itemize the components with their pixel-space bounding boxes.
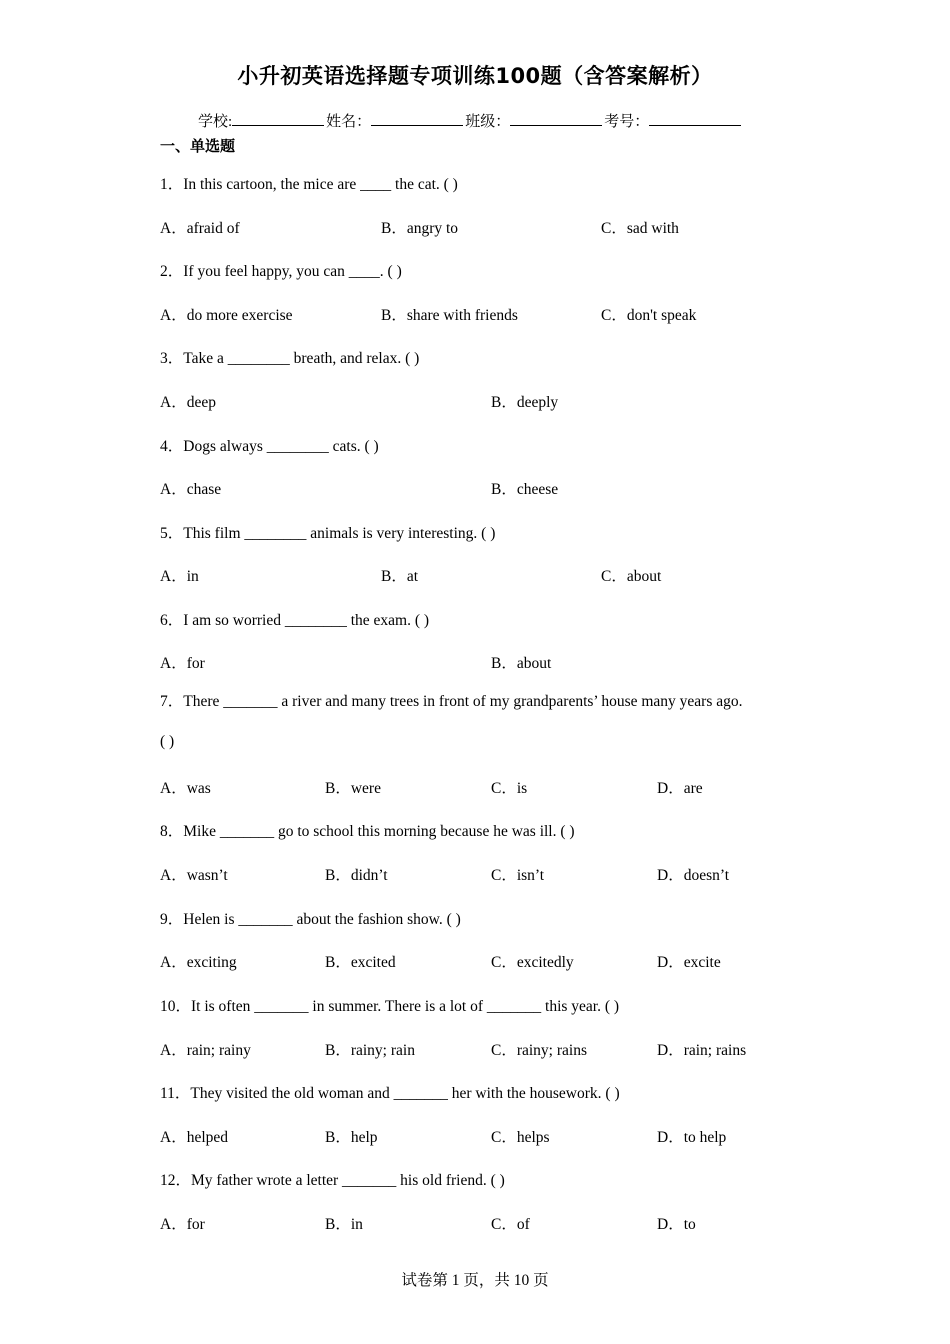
class-label: 班级： (465, 114, 511, 130)
option-2a: A．do more exercise (160, 307, 293, 324)
option-10b: B．rainy; rain (325, 1042, 415, 1059)
option-12d: D．to (657, 1216, 696, 1233)
option-7b: B．were (325, 780, 381, 797)
number-blank (649, 111, 741, 126)
option-11d: D．to help (657, 1129, 727, 1146)
question-8: 8．Mike _______ go to school this morning because he was ill. ( ) (160, 823, 575, 840)
option-8c: C．isn’t (491, 867, 545, 884)
option-1b: B．angry to (381, 220, 459, 237)
option-7a: A．was (160, 780, 211, 797)
option-11b: B．help (325, 1129, 378, 1146)
option-5a: A．in (160, 568, 199, 585)
option-5c: C．about (601, 568, 662, 585)
school-blank (232, 111, 324, 126)
class-blank (510, 111, 602, 126)
option-4a: A．chase (160, 481, 222, 498)
question-5: 5．This film ________ animals is very interesting. ( ) (160, 525, 496, 542)
question-6: 6．I am so worried ________ the exam. ( ) (160, 612, 430, 629)
option-12c: C．of (491, 1216, 530, 1233)
option-6a: A．for (160, 655, 205, 672)
option-10c: C．rainy; rains (491, 1042, 587, 1059)
option-9a: A．exciting (160, 954, 237, 971)
option-9d: D．excite (657, 954, 721, 971)
option-11a: A．helped (160, 1129, 229, 1146)
option-5b: B．at (381, 568, 419, 585)
question-1: 1．In this cartoon, the mice are ____ the cat. ( ) (160, 176, 458, 193)
option-10a: A．rain; rainy (160, 1042, 251, 1059)
question-4: 4．Dogs always ________ cats. ( ) (160, 438, 379, 455)
option-1a: A．afraid of (160, 220, 240, 237)
option-6b: B．about (491, 655, 552, 672)
option-12a: A．for (160, 1216, 205, 1233)
question-10: 10．It is often _______ in summer. There is a lot of _______ this year. ( ) (160, 998, 620, 1015)
question-11: 11．They visited the old woman and _______ her with the housework. ( ) (160, 1085, 620, 1102)
option-9b: B．excited (325, 954, 396, 971)
question-12: 12．My father wrote a letter _______ his old friend. ( ) (160, 1172, 505, 1189)
option-3b: B．deeply (491, 394, 559, 411)
option-8a: A．wasn’t (160, 867, 228, 884)
page-footer: 试卷第 1 页，共 10 页 (401, 1272, 549, 1289)
question-9: 9．Helen is _______ about the fashion show. ( ) (160, 911, 461, 928)
name-blank (371, 111, 463, 126)
option-4b: B．cheese (491, 481, 559, 498)
option-11c: C．helps (491, 1129, 550, 1146)
question-7-bracket: ( ) (160, 733, 175, 750)
option-7c: C．is (491, 780, 528, 797)
option-9c: C．excitedly (491, 954, 574, 971)
question-2: 2．If you feel happy, you can ____. ( ) (160, 263, 402, 280)
document-title: 小升初英语选择题专项训练100题（含答案解析） (237, 64, 713, 88)
question-3: 3．Take a ________ breath, and relax. ( ) (160, 350, 420, 367)
option-7d: D．are (657, 780, 703, 797)
option-3a: A．deep (160, 394, 216, 411)
option-10d: D．rain; rains (657, 1042, 747, 1059)
question-7: 7．There _______ a river and many trees in front of my grandparents’ house many years ago. (160, 693, 743, 710)
school-label: 学校: (198, 114, 233, 130)
option-1c: C．sad with (601, 220, 679, 237)
option-2c: C．don't speak (601, 307, 697, 324)
option-8d: D．doesn’t (657, 867, 730, 884)
option-8b: B．didn’t (325, 867, 388, 884)
number-label: 考号： (604, 114, 650, 130)
option-12b: B．in (325, 1216, 363, 1233)
name-label: 姓名： (326, 114, 372, 130)
section-title: 一、单选题 (160, 137, 236, 155)
student-info-line (198, 110, 743, 131)
option-2b: B．share with friends (381, 307, 518, 324)
